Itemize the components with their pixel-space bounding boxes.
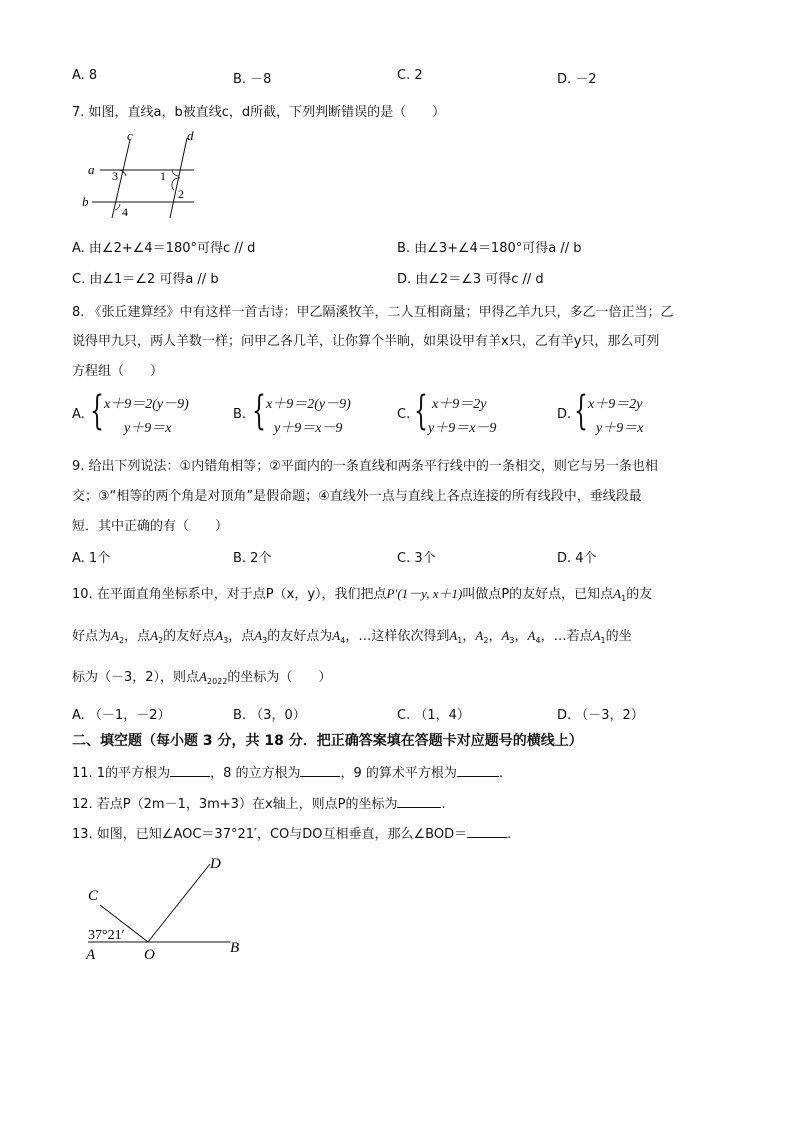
q7-option-d[interactable]: D. 由∠2＝∠3 可得c // d — [397, 272, 544, 287]
q7-option-b[interactable]: B. 由∠3+∠4＝180°可得a // b — [397, 241, 582, 256]
q7-label-c: c — [127, 128, 133, 143]
q11-blank-2[interactable] — [300, 764, 340, 777]
q10-line-1: 10. 在平面直角坐标系中，对于点P（x，y），我们把点P′(1－y, x＋1)叫做点P的友好点，已知点$A_1$的友 — [72, 586, 653, 603]
q9-option-c[interactable]: C. 3个 — [397, 551, 436, 566]
q7-angle-1: 1 — [160, 169, 166, 183]
q13-figure — [80, 850, 260, 965]
q13-label-D: D — [210, 856, 221, 872]
q10-line-3: 标为（－3，2），则点$A_{2022}$的坐标为（ ） — [72, 669, 332, 686]
q10-option-b[interactable]: B. （3，0） — [233, 708, 306, 723]
q13-label-B: B — [230, 940, 240, 956]
q10-option-c[interactable]: C. （1，4） — [397, 708, 470, 723]
q9-option-b[interactable]: B. 2个 — [233, 551, 272, 566]
q10-line-2: 好点为$A_2$，点$A_2$的友好点$A_3$，点$A_3$的友好点为$A_4$，…这样依次得到$A_1$，$A_2$，$A_3$，$A_4$，…若点$A_1$的坐 — [72, 628, 632, 645]
q7-figure — [82, 128, 202, 220]
q7-stem: 7. 如图，直线a，b被直线c，d所截，下列判断错误的是（ ） — [72, 105, 446, 120]
q9-line-2: 交；③“相等的两个角是对顶角”是假命题；④直线外一点与直线上各点连接的所有线段中，垂线段最 — [72, 489, 642, 504]
q11: 11. 1的平方根为 ，8 的立方根为 ，9 的算术平方根为 . — [72, 766, 504, 781]
q11-blank-3[interactable] — [457, 764, 499, 777]
q11-blank-1[interactable] — [170, 764, 210, 777]
q6-option-d[interactable]: D. －2 — [557, 72, 597, 87]
q12: 12. 若点P（2m－1，3m+3）在x轴上，则点P的坐标为 . — [72, 797, 446, 812]
q8-option-a-label[interactable]: A. — [72, 407, 85, 422]
q7-angle-3: 3 — [112, 169, 118, 183]
q13-blank[interactable] — [467, 825, 507, 838]
q7-angle-2: 2 — [178, 187, 184, 201]
q13: 13. 如图，已知∠AOC＝37°21′，CO与DO互相垂直，那么∠BOD＝ . — [72, 827, 512, 842]
q13-label-O: O — [144, 947, 155, 963]
q8-option-b-label[interactable]: B. — [233, 407, 247, 422]
q7-label-d: d — [187, 128, 194, 143]
q6-option-b[interactable]: B. －8 — [233, 72, 272, 87]
q8-line-2: 说得甲九只，两人羊数一样；问甲乙各几羊，让你算个半晌，如果设甲有羊x只，乙有羊y只，那么可列 — [72, 334, 660, 349]
q6-option-a[interactable]: A. 8 — [72, 68, 98, 83]
q8-line-1: 8. 《张丘建算经》中有这样一首古诗：甲乙隔溪牧羊，二人互相商量；甲得乙羊九只，多乙一倍正当；乙 — [72, 305, 674, 320]
q7-option-a[interactable]: A. 由∠2+∠4＝180°可得c // d — [72, 241, 256, 256]
q9-line-3: 短．其中正确的有（ ） — [72, 519, 229, 534]
q7-angle-4: 4 — [122, 205, 128, 219]
section-2-heading: 二、填空题（每小题 3 分，共 18 分．把正确答案填在答题卡对应题号的横线上） — [72, 733, 583, 749]
q10-option-d[interactable]: D. （－3，2） — [557, 708, 644, 723]
q9-option-d[interactable]: D. 4个 — [557, 551, 597, 566]
q7-label-a: a — [88, 162, 95, 177]
q10-option-a[interactable]: A. （－1，－2） — [72, 708, 171, 723]
q13-label-A: A — [86, 947, 96, 963]
q7-option-c[interactable]: C. 由∠1＝∠2 可得a // b — [72, 272, 219, 287]
q13-label-C: C — [88, 888, 99, 904]
q12-blank[interactable] — [397, 795, 441, 808]
q7-label-b: b — [82, 194, 89, 209]
q9-option-a[interactable]: A. 1个 — [72, 551, 111, 566]
q8-option-d-label[interactable]: D. — [557, 407, 572, 422]
q6-option-c[interactable]: C. 2 — [397, 68, 423, 83]
q8-line-3: 方程组（ ） — [72, 364, 164, 379]
q8-option-c-label[interactable]: C. — [397, 407, 411, 422]
q13-angle-label: 37°21′ — [88, 928, 125, 943]
q9-line-1: 9. 给出下列说法：①内错角相等；②平面内的一条直线和两条平行线中的一条相交，则它与另一条也相 — [72, 459, 658, 474]
